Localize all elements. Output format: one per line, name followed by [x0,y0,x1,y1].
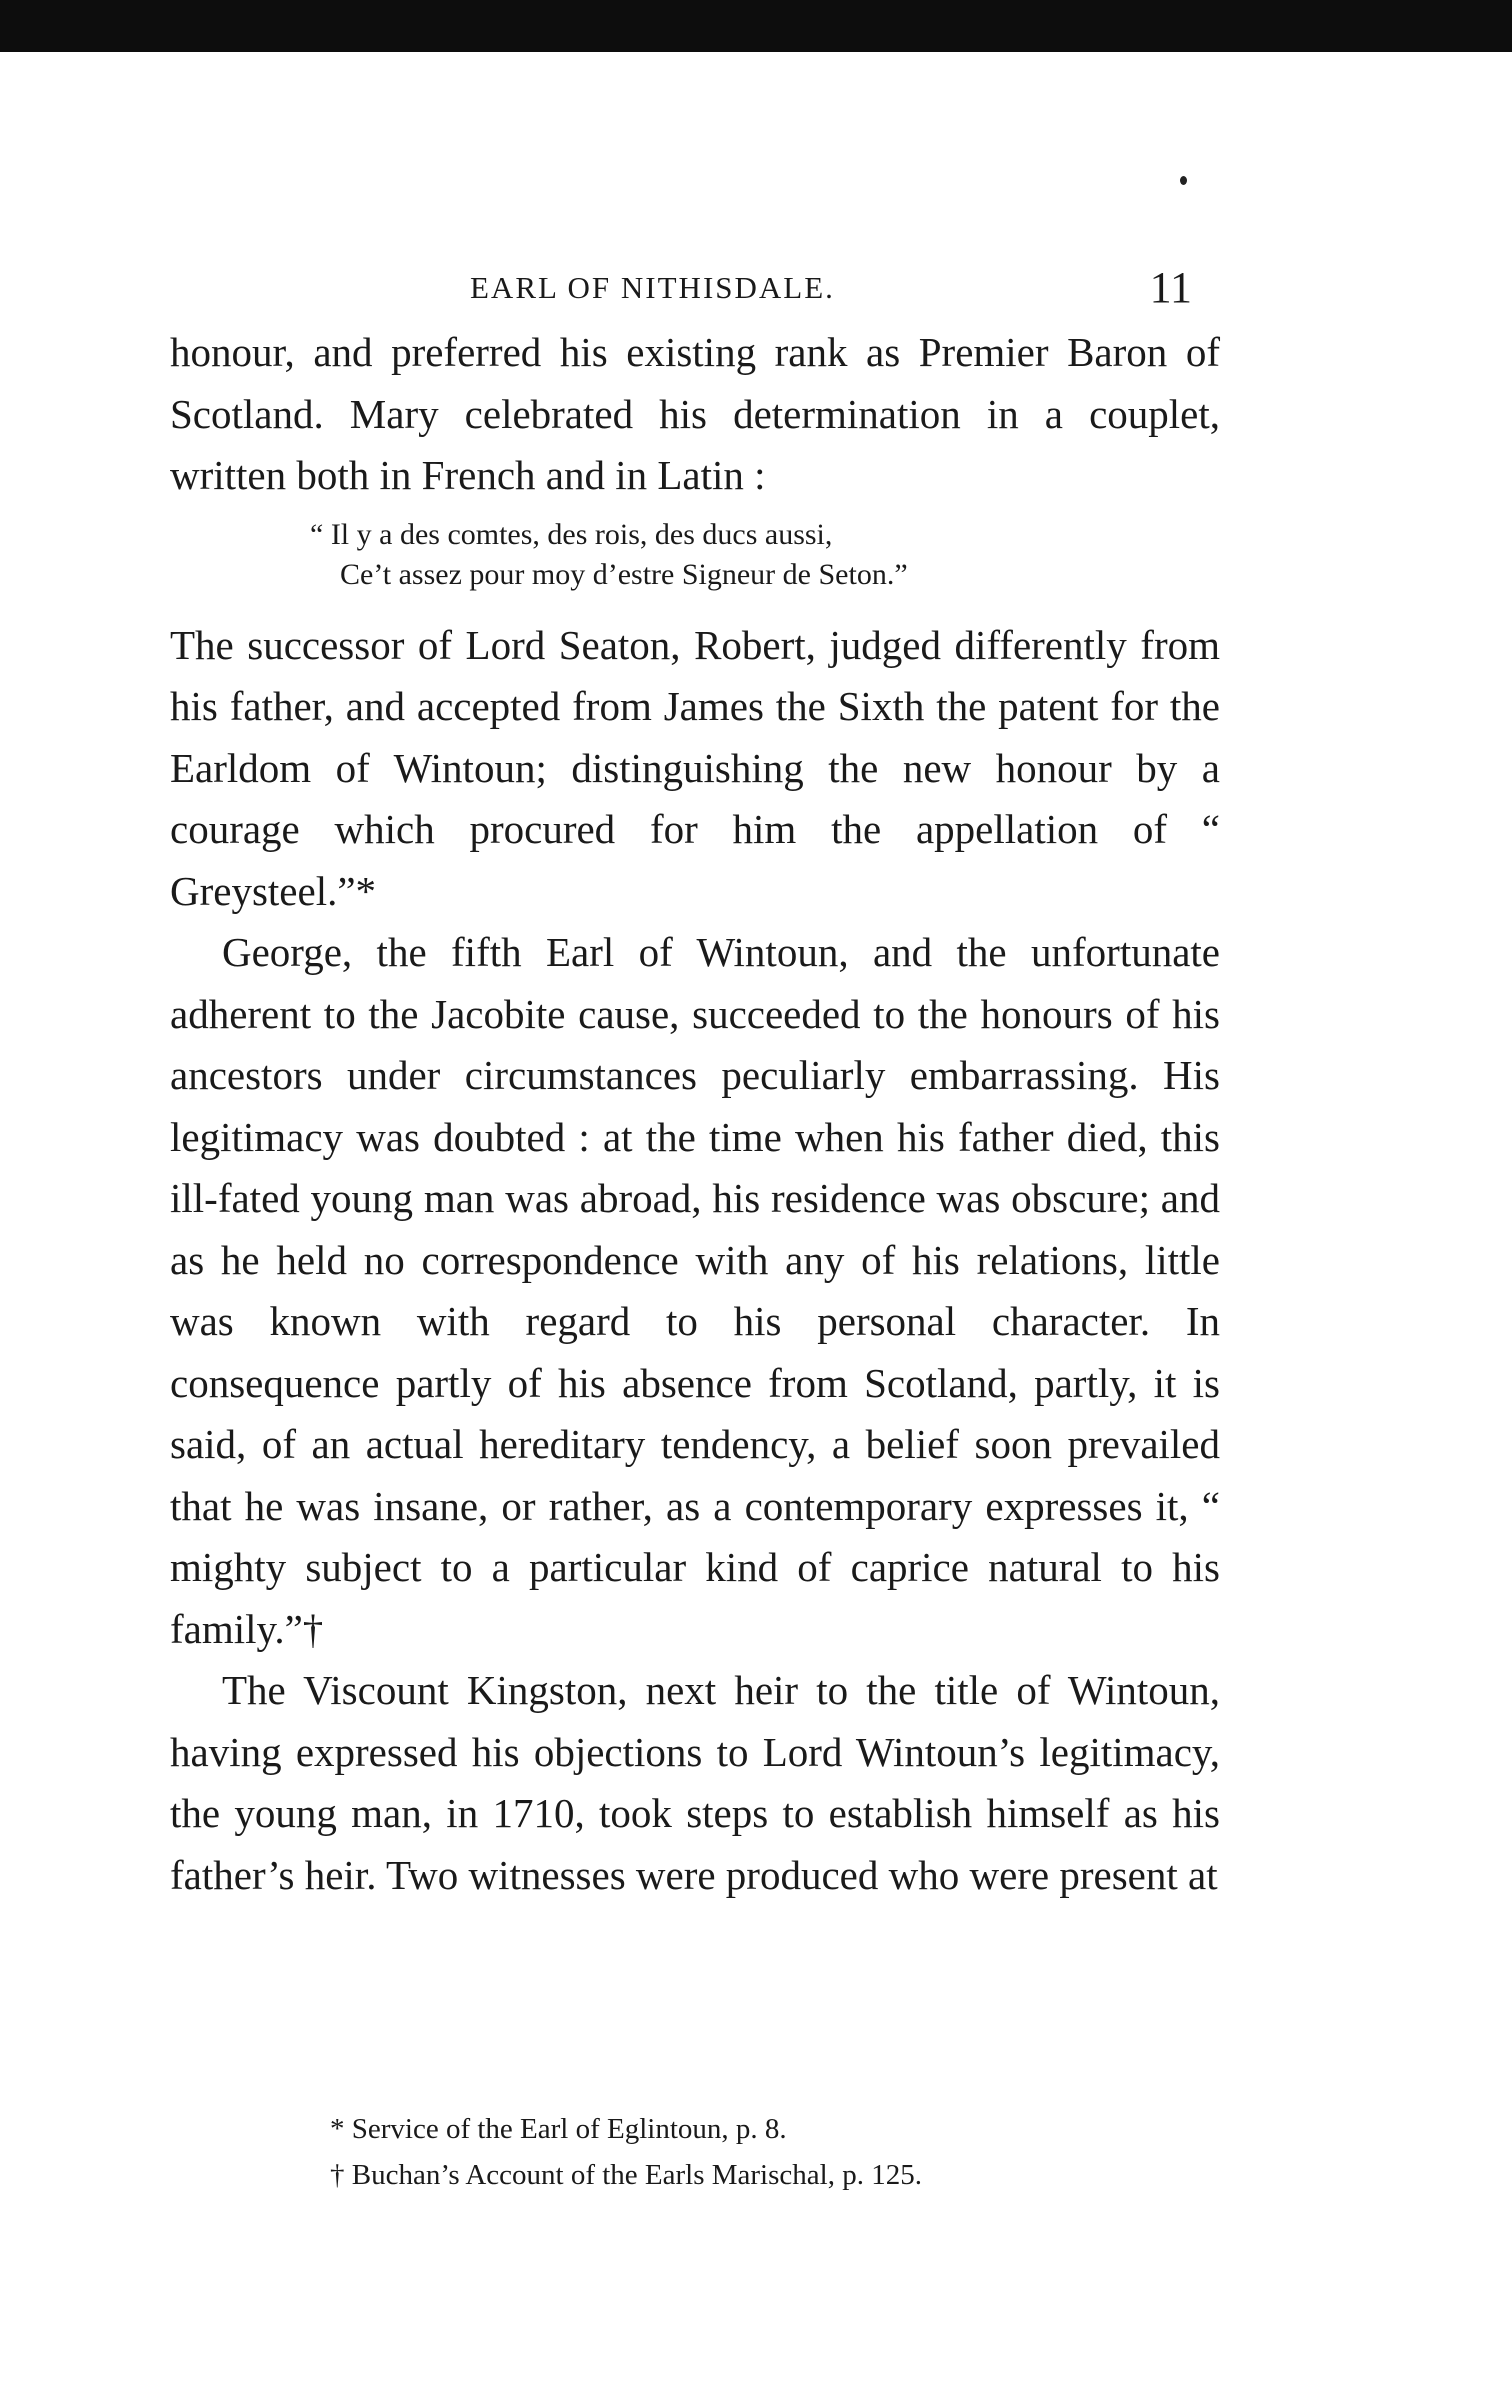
footnote-1: * Service of the Earl of Eglintoun, p. 8. [330,2113,787,2145]
book-page [170,262,1220,1906]
paragraph-3: George, the fifth Earl of Wintoun, and the unfortunate adherent to the Jacobite cause, succeeded to the honours of his ancestors under circumstances peculiarly embarrassing. His legitimacy was doubted : at the time when his father died, this ill-fated young man was abroad, his residence was obscure; and as he held no correspondence with any of his relations, little was known with regard to his personal character. In consequence partly of his absence from Scotland, partly, it is said, of an actual hereditary tendency, a belief soon prevailed that he was insane, or rather, as a contemporary expresses it, “ mighty subject to a particular kind of caprice natural to his family.”† [170,929,1220,1652]
footnote-2: † Buchan’s Account of the Earls Marischal, p. 125. [330,2159,922,2191]
page-number: 11 [1149,263,1192,312]
running-title: EARL OF NITHISDALE. [470,270,835,305]
paragraph-4: The Viscount Kingston, next heir to the title of Wintoun, having expressed his objections to Lord Wintoun’s legitimacy, the young man, in 1710, took steps to establish himself as his father’s heir. Two witnesses were produced who were present at [170,1667,1220,1898]
scan-border [0,0,1512,52]
verse-quote [310,515,1220,595]
body-text [170,322,1220,1906]
verse-line-1: “ Il y a des comtes, des rois, des ducs aussi, [310,517,833,551]
paragraph-2: The successor of Lord Seaton, Robert, judged differently from his father, and accepted from James the Sixth the patent for the Earldom of Wintoun; distinguishing the new honour by a courage which procured for him the appellation of “ Greysteel.”* [170,621,1220,914]
verse-line-2: Ce’t assez pour moy d’estre Signeur de Seton.” [340,557,908,591]
running-head [170,262,1220,322]
ink-speck [1180,176,1187,185]
footnotes [330,2106,922,2198]
paragraph-1: honour, and preferred his existing rank as Premier Baron of Scotland. Mary celebrated his determination in a couplet, written both in French and in Latin : [170,329,1220,498]
